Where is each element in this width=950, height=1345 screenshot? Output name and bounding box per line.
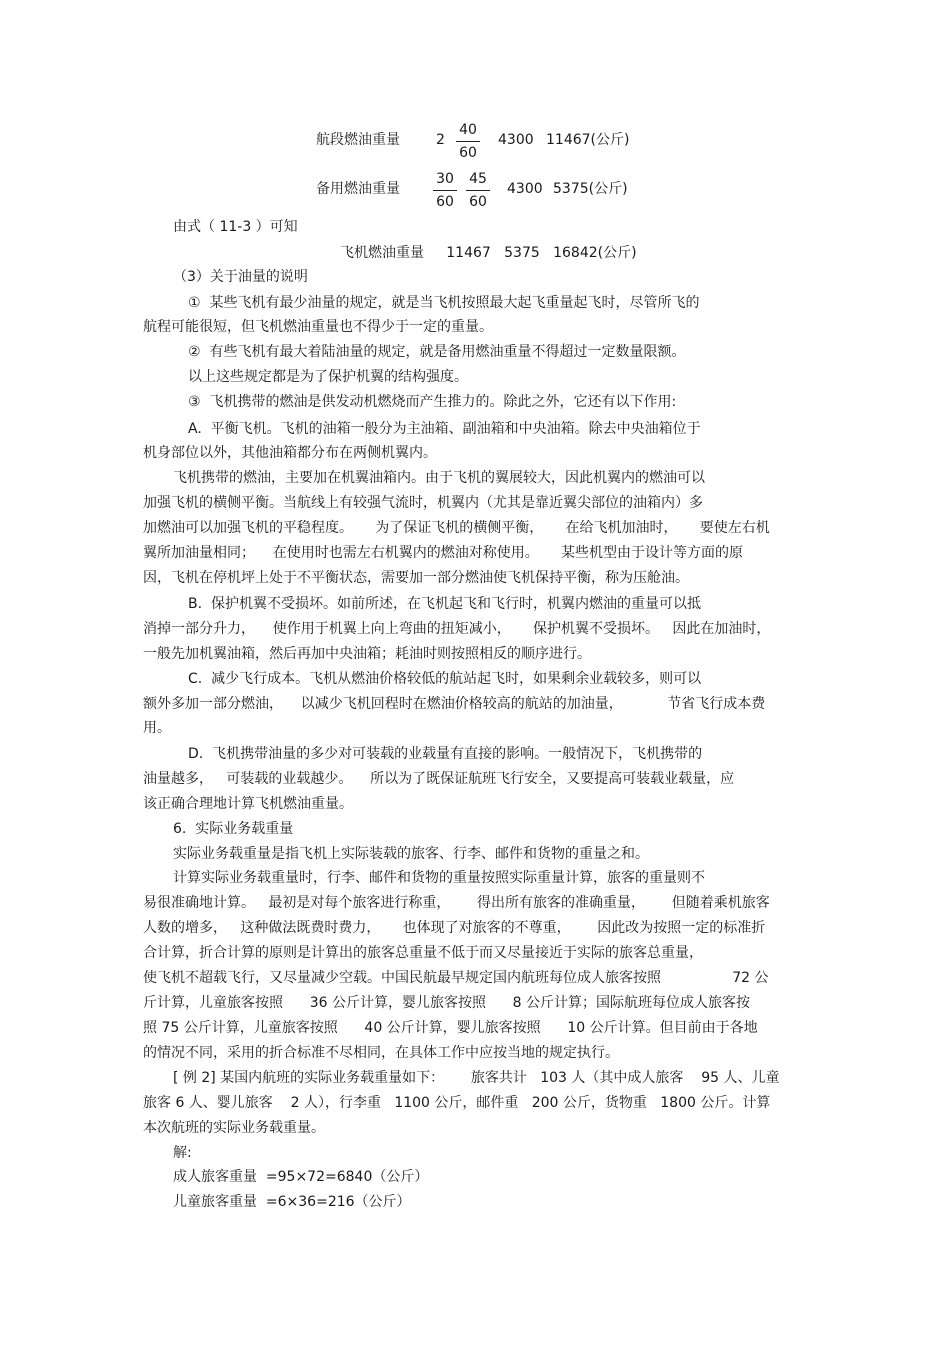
formula1-frac-bar xyxy=(456,141,480,142)
formula2-frac2-numerator: 45 xyxy=(469,171,487,187)
text-line-09: A. 平衡飞机。飞机的油箱一般分为主油箱、副油箱和中央油箱。除去中央油箱位于 xyxy=(188,421,701,437)
formula1-result: 11467(公斤) xyxy=(546,132,630,148)
text-line-27: 计算实际业务载重量时，行李、邮件和货物的重量按照实际重量计算，旅客的重量则不 xyxy=(173,870,705,886)
text-line-14: 翼所加油量相同； 在使用时也需左右机翼内的燃油对称使用。 某些机型由于设计等方面的原 xyxy=(143,545,744,561)
text-line-22: D. 飞机携带油量的多少对可装载的业载量有直接的影响。一般情况下，飞机携带的 xyxy=(188,746,703,762)
child-weight-calc: 儿童旅客重量 =6×36=216（公斤） xyxy=(173,1194,411,1210)
text-line-29: 人数的增多， 这种做法既费时费力， 也体现了对旅客的不尊重， 因此改为按照一定的标准折 xyxy=(143,920,766,936)
example-2-line-2: 旅客 6 人、婴儿旅客 2 人），行李重 1100 公斤，邮件重 200 公斤，货物重 1800 公斤。计算 xyxy=(143,1095,771,1111)
section-heading-6: 6. 实际业务载重量 xyxy=(173,821,294,837)
formula2-result: 5375(公斤) xyxy=(553,181,628,197)
formula1-frac-numerator: 40 xyxy=(459,122,477,138)
text-line-23: 油量越多， 可装载的业载越少。 所以为了既保证航班飞行安全，又要提高可装载业载量，应 xyxy=(143,771,735,787)
formula2-frac1-numerator: 30 xyxy=(436,171,454,187)
text-line-32: 斤计算，儿童旅客按照 36 公斤计算，婴儿旅客按照 8 公斤计算；国际航班每位成人旅客按 xyxy=(143,995,751,1011)
text-line-19: C. 减少飞行成本。飞机从燃油价格较低的航站起飞时，如果剩余业载较多，则可以 xyxy=(188,671,702,687)
text-line-21: 用。 xyxy=(143,720,171,736)
formula2-frac1-bar xyxy=(433,190,457,191)
text-line-16: B. 保护机翼不受损坏。如前所述，在飞机起飞和飞行时，机翼内燃油的重量可以抵 xyxy=(188,596,701,612)
formula1-frac-denominator: 60 xyxy=(459,145,477,161)
text-line-04: ① 某些飞机有最少油量的规定，就是当飞机按照最大起飞重量起飞时，尽管所飞的 xyxy=(188,295,700,311)
text-line-15: 因，飞机在停机坪上处于不平衡状态，需要加一部分燃油使飞机保持平衡，称为压舱油。 xyxy=(143,570,689,586)
formula1-coef: 2 xyxy=(436,132,445,148)
formula1-value: 4300 xyxy=(498,132,534,148)
text-line-31: 使飞机不超载飞行，又尽量减少空载。中国民航最早规定国内航班每位成人旅客按照 72 公 xyxy=(143,970,769,986)
text-line-07: 以上这些规定都是为了保护机翼的结构强度。 xyxy=(188,369,468,385)
formula2-frac2-denominator: 60 xyxy=(469,194,487,210)
formula2-label: 备用燃油重量 xyxy=(316,181,400,197)
text-line-02: 飞机燃油重量 11467 5375 16842(公斤) xyxy=(340,245,637,261)
example-2-line-3: 本次航班的实际业务载重量。 xyxy=(143,1120,325,1136)
text-line-34: 的情况不同，采用的折合标准不尽相同，在具体工作中应按当地的规定执行。 xyxy=(143,1045,619,1061)
text-line-08: ③ 飞机携带的燃油是供发动机燃烧而产生推力的。除此之外，它还有以下作用: xyxy=(188,394,677,410)
text-line-10: 机身部位以外，其他油箱都分布在两侧机翼内。 xyxy=(143,445,437,461)
formula2-fraction-1 xyxy=(433,171,457,210)
text-line-03: （3）关于油量的说明 xyxy=(173,269,308,285)
formula1-label: 航段燃油重量 xyxy=(316,132,400,148)
text-line-06: ② 有些飞机有最大着陆油量的规定，就是备用燃油重量不得超过一定数量限额。 xyxy=(188,344,686,360)
text-line-13: 加燃油可以加强飞机的平稳程度。 为了保证飞机的横侧平衡， 在给飞机加油时， 要使左右机 xyxy=(143,520,770,536)
text-line-28: 易很准确地计算。 最初是对每个旅客进行称重， 得出所有旅客的准确重量， 但随着乘机旅客 xyxy=(143,895,770,911)
text-line-26: 实际业务载重量是指飞机上实际装载的旅客、行李、邮件和货物的重量之和。 xyxy=(173,846,649,862)
formula2-fraction-2 xyxy=(466,171,490,210)
text-line-18: 一般先加机翼油箱，然后再加中央油箱；耗油时则按照相反的顺序进行。 xyxy=(143,646,591,662)
adult-weight-calc: 成人旅客重量 =95×72=6840（公斤） xyxy=(173,1169,429,1185)
formula2-frac1-denominator: 60 xyxy=(436,194,454,210)
text-line-30: 合计算，折合计算的原则是计算出的旅客总重量不低于而又尽量接近于实际的旅客总重量， xyxy=(143,945,703,961)
text-line-24: 该正确合理地计算飞机燃油重量。 xyxy=(143,796,353,812)
text-line-17: 消掉一部分升力， 使作用于机翼上向上弯曲的扭矩减小， 保护机翼不受损坏。 因此在加油时， xyxy=(143,621,771,637)
solution-label: 解: xyxy=(173,1145,192,1161)
text-line-20: 额外多加一部分燃油， 以减少飞机回程时在燃油价格较高的航站的加油量， 节省飞行成本费 xyxy=(143,696,766,712)
formula2-frac2-bar xyxy=(466,190,490,191)
text-line-05: 航程可能很短，但飞机燃油重量也不得少于一定的重量。 xyxy=(143,319,493,335)
text-line-12: 加强飞机的横侧平衡。当航线上有较强气流时，机翼内（尤其是靠近翼尖部位的油箱内）多 xyxy=(143,495,703,511)
example-2-line-1: [ 例 2] 某国内航班的实际业务载重量如下： 旅客共计 103 人（其中成人旅客 95 人、儿童 xyxy=(173,1070,780,1086)
formula1-fraction xyxy=(456,122,480,161)
text-line-11: 飞机携带的燃油，主要加在机翼油箱内。由于飞机的翼展较大，因此机翼内的燃油可以 xyxy=(173,470,705,486)
text-line-33: 照 75 公斤计算，儿童旅客按照 40 公斤计算，婴儿旅客按照 10 公斤计算。但目前由于各地 xyxy=(143,1020,758,1036)
text-line-01: 由式（ 11-3 ）可知 xyxy=(173,219,298,235)
formula2-value: 4300 xyxy=(507,181,543,197)
